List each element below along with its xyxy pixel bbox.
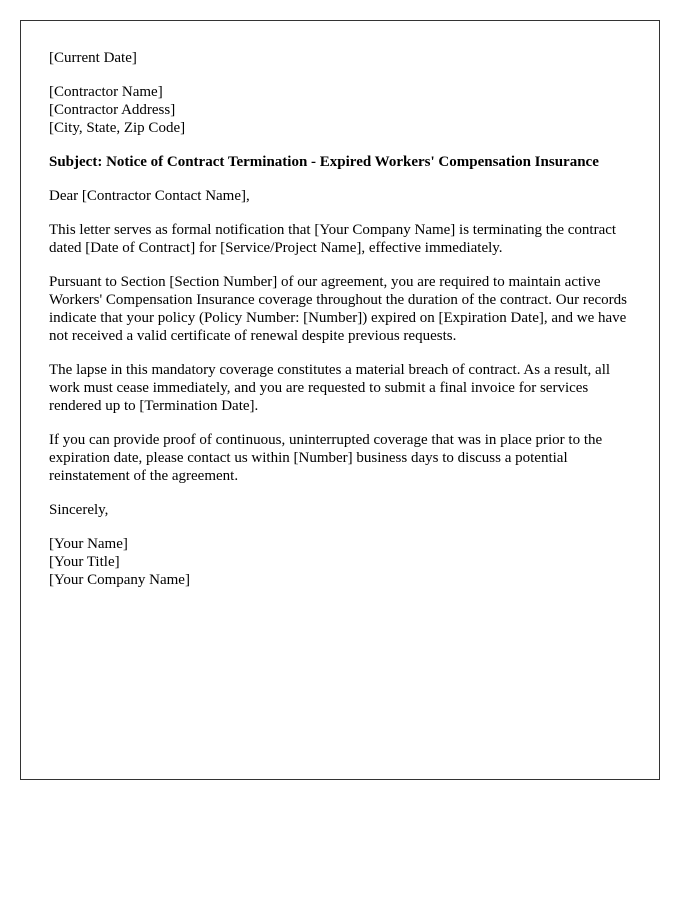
signature-name: [Your Name]	[49, 536, 128, 552]
recipient-name: [Contractor Name]	[49, 84, 163, 100]
paragraph-reinstatement: If you can provide proof of continuous, uninterrupted coverage that was in place prior to the expiration date, please contact us within [Number] business days to discuss a potential reinstatement of the agreement.	[49, 432, 603, 484]
signature-title: [Your Title]	[49, 554, 120, 570]
letter-date: [Current Date]	[49, 50, 137, 66]
letter-body	[49, 49, 635, 605]
recipient-city-state-zip: [City, State, Zip Code]	[49, 120, 186, 136]
paragraph-insurance-requirement: Pursuant to Section [Section Number] of our agreement, you are required to maintain active Workers' Compensation Insurance coverage throughout the duration of the contract. Our records indicate that your policy (Policy Number: [Number]) expired on [Expiration Date], and we have not received a valid certificate of renewal despite previous requests.	[49, 274, 627, 344]
signature-block	[49, 535, 635, 589]
letter-salutation: Dear [Contractor Contact Name],	[49, 188, 250, 204]
signature-company: [Your Company Name]	[49, 572, 190, 588]
letter-page	[20, 20, 660, 780]
letter-closing: Sincerely,	[49, 502, 109, 518]
paragraph-breach: The lapse in this mandatory coverage constitutes a material breach of contract. As a result, all work must cease immediately, and you are requested to submit a final invoice for services rendered up to [Termination Date].	[49, 362, 611, 414]
paragraph-termination-notice: This letter serves as formal notification that [Your Company Name] is terminating the contract dated [Date of Contract] for [Service/Project Name], effective immediately.	[49, 222, 617, 256]
recipient-block	[49, 83, 635, 137]
recipient-address: [Contractor Address]	[49, 102, 176, 118]
letter-subject: Subject: Notice of Contract Termination - Expired Workers' Compensation Insurance	[49, 154, 599, 170]
